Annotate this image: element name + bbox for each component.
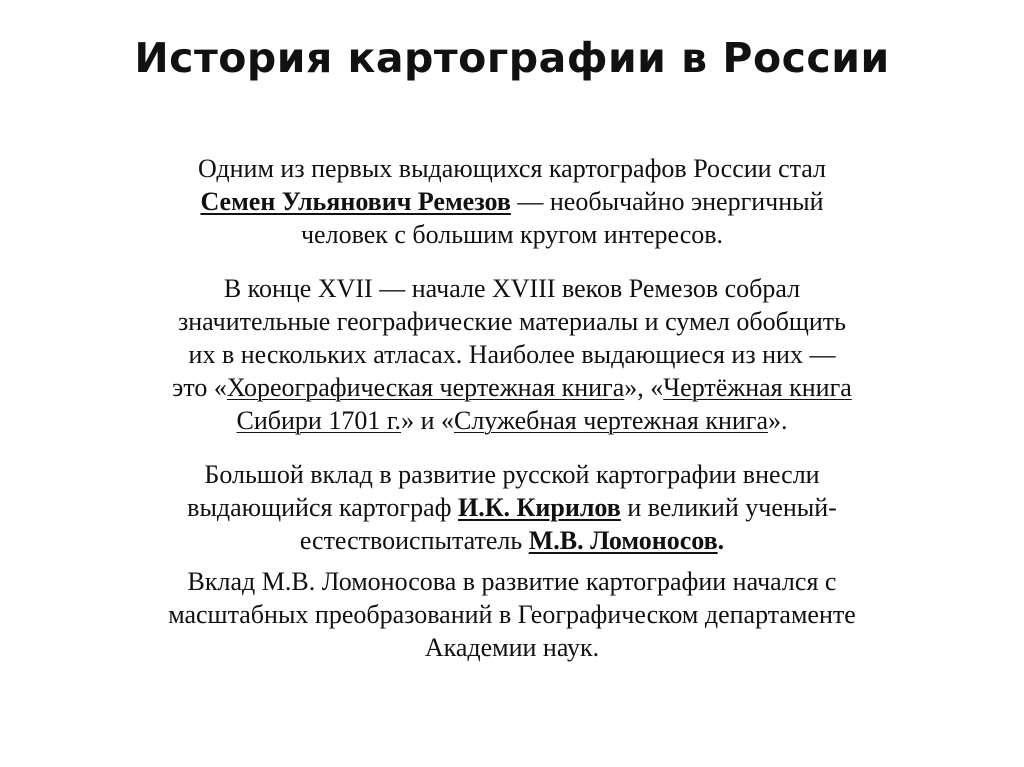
link-choreographic-book[interactable]: Хореографическая чертежная книга	[226, 373, 625, 402]
text-fragment: », «	[624, 373, 664, 402]
text-line: их в нескольких атласах. Наиболее выдающиеся из них —	[188, 340, 836, 369]
text-fragment: это «	[172, 373, 227, 402]
text-line: Одним из первых выдающихся картографов России стал	[197, 154, 827, 183]
text-line: Вклад М.В. Ломоносова в развитие картографии начался с	[187, 567, 837, 596]
paragraph-remezov-atlases	[80, 272, 944, 437]
text-fragment: .	[717, 526, 725, 555]
link-drawing-book-siberia[interactable]: Чертёжная книга	[663, 373, 852, 402]
paragraph-kirilov-lomonosov	[80, 458, 944, 557]
link-service-drawing-book[interactable]: Служебная чертежная книга	[453, 406, 768, 435]
text-fragment: выдающийся картограф	[187, 493, 458, 522]
link-kirilov[interactable]: И.К. Кирилов	[457, 493, 621, 522]
paragraph-lomonosov-contribution	[80, 565, 944, 664]
text-line: Академии наук.	[424, 633, 600, 662]
text-line	[80, 185, 944, 218]
text-line: В конце XVII — начале XVIII веков Ремезов собрал	[223, 274, 801, 303]
text-line	[80, 404, 944, 437]
text-line: Большой вклад в развитие русской картографии внесли	[204, 460, 820, 489]
text-line	[80, 491, 944, 524]
link-lomonosov[interactable]: М.В. Ломоносов	[528, 526, 718, 555]
text-fragment: естествоиспытатель	[299, 526, 529, 555]
text-line: значительные географические материалы и сумел обобщить	[177, 307, 847, 336]
link-drawing-book-siberia-cont[interactable]: Сибири 1701 г.	[236, 406, 402, 435]
text-fragment: ».	[767, 406, 788, 435]
slide-title: История картографии в России	[134, 34, 890, 82]
text-line	[80, 371, 944, 404]
link-remezov[interactable]: Семен Ульянович Ремезов	[200, 187, 511, 216]
text-fragment: » и «	[401, 406, 454, 435]
text-fragment: и великий ученый-	[620, 493, 837, 522]
text-fragment: — необычайно энергичный	[510, 187, 824, 216]
text-line	[80, 524, 944, 557]
text-line: человек с большим кругом интересов.	[300, 220, 724, 249]
text-line: масштабных преобразований в Географическом департаменте	[168, 600, 856, 629]
paragraph-remezov-intro	[80, 152, 944, 251]
